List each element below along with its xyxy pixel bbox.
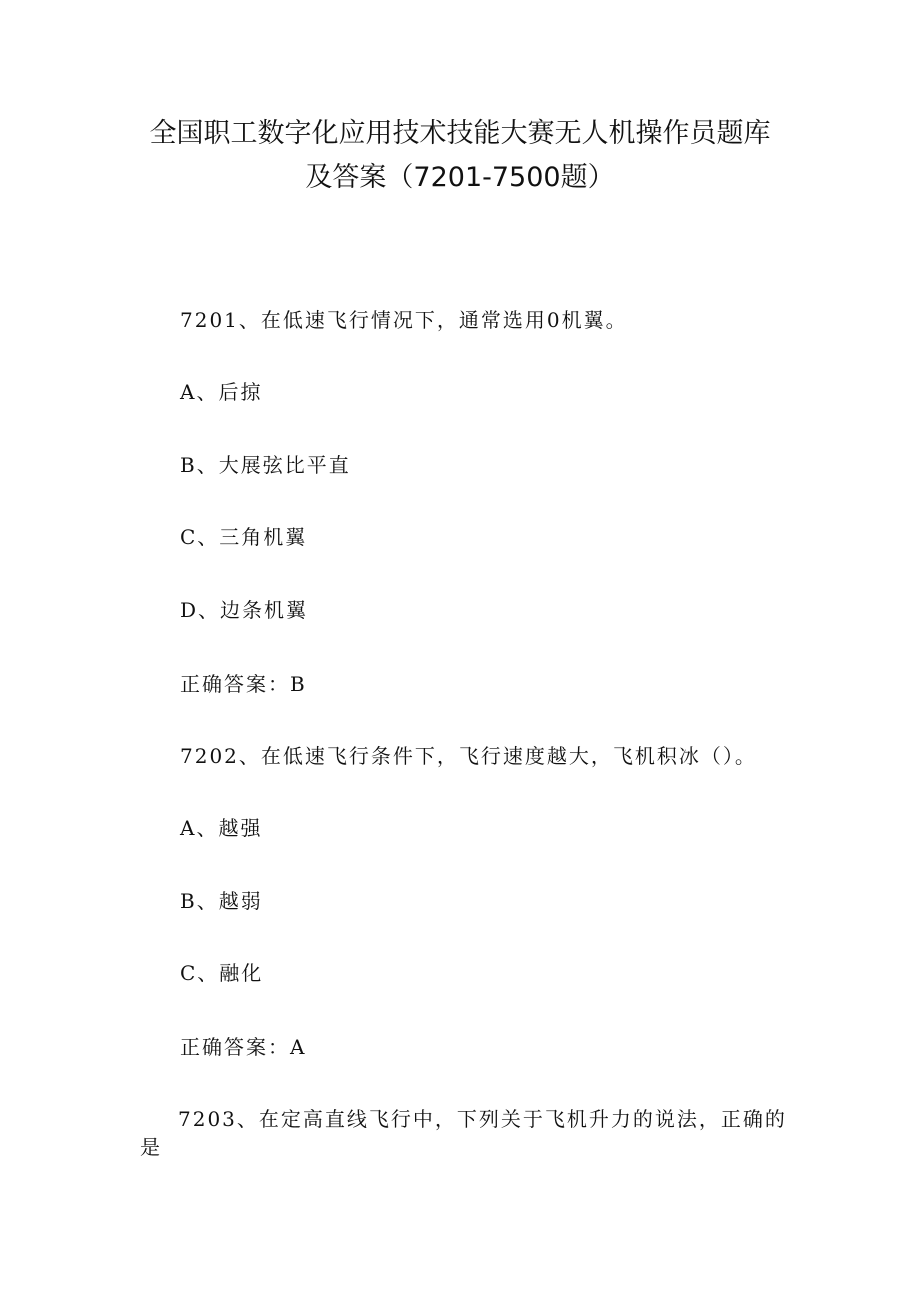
question-stem-7203-line2: 是 [140, 1135, 160, 1159]
document-title-line2: 及答案（7201-7500题） [305, 162, 615, 193]
option-b-7202: B、越弱 [180, 889, 263, 913]
question-stem-7202: 7202、在低速飞行条件下，飞行速度越大，飞机积冰（）。 [180, 744, 757, 768]
answer-7201: 正确答案：B [180, 672, 307, 696]
option-a-7202: A、越强 [180, 816, 263, 840]
option-c-7202: C、融化 [180, 961, 264, 985]
option-b-7201: B、大展弦比平直 [180, 453, 351, 477]
question-stem-7203-line1: 7203、在定高直线飞行中，下列关于飞机升力的说法，正确的 [178, 1107, 787, 1131]
option-c-7201: C、三角机翼 [180, 525, 308, 549]
option-d-7201: D、边条机翼 [180, 598, 309, 622]
document-title-line1: 全国职工数字化应用技术技能大赛无人机操作员题库 [149, 118, 771, 149]
question-stem-7201: 7201、在低速飞行情况下，通常选用0机翼。 [180, 308, 628, 332]
answer-7202: 正确答案：A [180, 1035, 307, 1059]
option-a-7201: A、后掠 [180, 380, 263, 404]
